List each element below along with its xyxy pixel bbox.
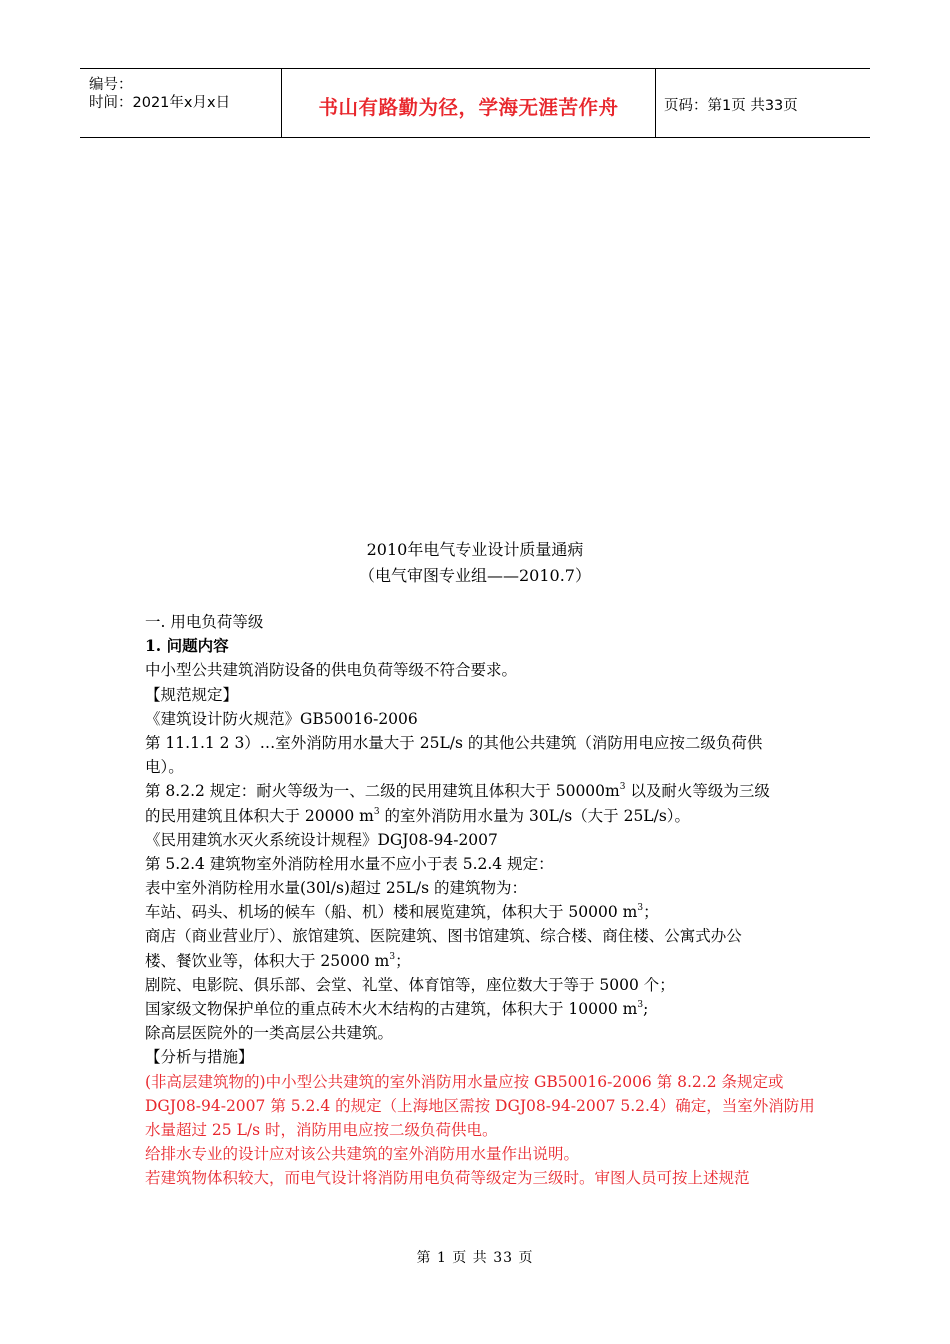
superscript: 3 xyxy=(619,782,626,793)
analysis-heading: 【分析与措施】 xyxy=(145,1048,254,1067)
building-item-2-line-1: 商店（商业营业厅）、旅馆建筑、医院建筑、图书馆建筑、综合楼、商住楼、公寓式办公 xyxy=(145,927,742,946)
analysis-line-5: 若建筑物体积较大，而电气设计将消防用电负荷等级定为三级时。审图人员可按上述规范 xyxy=(145,1169,750,1188)
building-item-3: 剧院、电影院、俱乐部、会堂、礼堂、体育馆等，座位数大于等于 5000 个； xyxy=(145,975,675,994)
page-footer: 第 1 页 共 33 页 xyxy=(416,1250,534,1266)
spec2-line-1: 第 5.2.4 建筑物室外消防栓用水量不应小于表 5.2.4 规定： xyxy=(145,854,554,873)
page-header xyxy=(80,68,870,138)
spec-heading: 【规范规定】 xyxy=(145,685,239,704)
section-heading: 一. 用电负荷等级 xyxy=(145,613,264,631)
building-item-4-end: ; xyxy=(643,1000,649,1018)
superscript: 3 xyxy=(637,1000,644,1010)
superscript: 3 xyxy=(389,951,396,962)
header-meta-cell xyxy=(80,69,282,137)
document-body xyxy=(145,610,815,1191)
spec1-line-3-text: 第 8.2.2 规定：耐火等级为一、二级的民用建筑且体积大于 50000m xyxy=(145,782,620,801)
spec1-line-3-text-end: 以及耐火等级为三级 xyxy=(625,782,770,801)
building-item-2-end: ； xyxy=(395,951,411,970)
header-page-code: 页码：第1页 共33页 xyxy=(664,98,798,114)
analysis-line-2: DGJ08-94-2007 第 5.2.4 的规定（上海地区需按 DGJ08-94-2007 5.2.4）确定，当室外消防用 xyxy=(145,1096,815,1115)
building-item-2-text: 楼、餐饮业等，体积大于 25000 m xyxy=(145,951,390,970)
document-title: 2010年电气专业设计质量通病 xyxy=(366,540,584,559)
building-item-1 xyxy=(145,900,810,924)
building-item-1-text: 车站、码头、机场的候车（船、机）楼和展览建筑，体积大于 50000 m xyxy=(145,903,638,922)
document-subtitle: （电气审图专业组——2010.7） xyxy=(359,566,591,585)
item-heading: 1. 问题内容 xyxy=(145,636,229,656)
spec2-title: 《民用建筑水灭火系统设计规程》DGJ08-94-2007 xyxy=(145,830,498,849)
analysis-line-1: (非高层建筑物的)中小型公共建筑的室外消防用水量应按 GB50016-2006 第 8.2.2 条规定或 xyxy=(145,1072,784,1091)
analysis-line-3: 水量超过 25 L/s 时，消防用电应按二级负荷供电。 xyxy=(145,1120,498,1139)
spec1-line-4-text-end: 的室外消防用水量为 30L/s（大于 25L/s）。 xyxy=(379,806,691,825)
document-code-label: 编号： xyxy=(89,77,133,93)
document-time-label: 时间：2021年x月x日 xyxy=(89,95,231,111)
problem-paragraph: 中小型公共建筑消防设备的供电负荷等级不符合要求。 xyxy=(145,661,518,680)
building-item-1-end: ； xyxy=(643,903,659,922)
analysis-line-4: 给排水专业的设计应对该公共建筑的室外消防用水量作出说明。 xyxy=(145,1145,580,1164)
building-item-4 xyxy=(145,997,810,1021)
header-motto-cell xyxy=(282,69,656,137)
spec1-line-1: 第 11.1.1 2 3）…室外消防用水量大于 25L/s 的其他公共建筑（消防用电应按二级负荷供 xyxy=(145,733,763,752)
spec1-title: 《建筑设计防火规范》GB50016-2006 xyxy=(145,709,418,728)
spec1-line-4 xyxy=(145,804,810,828)
building-item-5: 除高层医院外的一类高层公共建筑。 xyxy=(145,1024,394,1043)
superscript: 3 xyxy=(637,903,644,914)
header-motto: 书山有路勤为径，学海无涯苦作舟 xyxy=(318,96,619,119)
building-item-2-line-2 xyxy=(145,949,810,973)
header-page-cell xyxy=(656,69,870,137)
spec1-line-4-text: 的民用建筑且体积大于 20000 m xyxy=(145,806,374,825)
spec1-line-2: 电）。 xyxy=(145,758,184,777)
spec2-line-2: 表中室外消防栓用水量(30l/s)超过 25L/s 的建筑物为： xyxy=(145,879,527,898)
superscript: 3 xyxy=(373,806,380,817)
spec1-line-3 xyxy=(145,779,810,803)
building-item-4-text: 国家级文物保护单位的重点砖木火木结构的古建筑，体积大于 10000 m xyxy=(145,1000,638,1018)
